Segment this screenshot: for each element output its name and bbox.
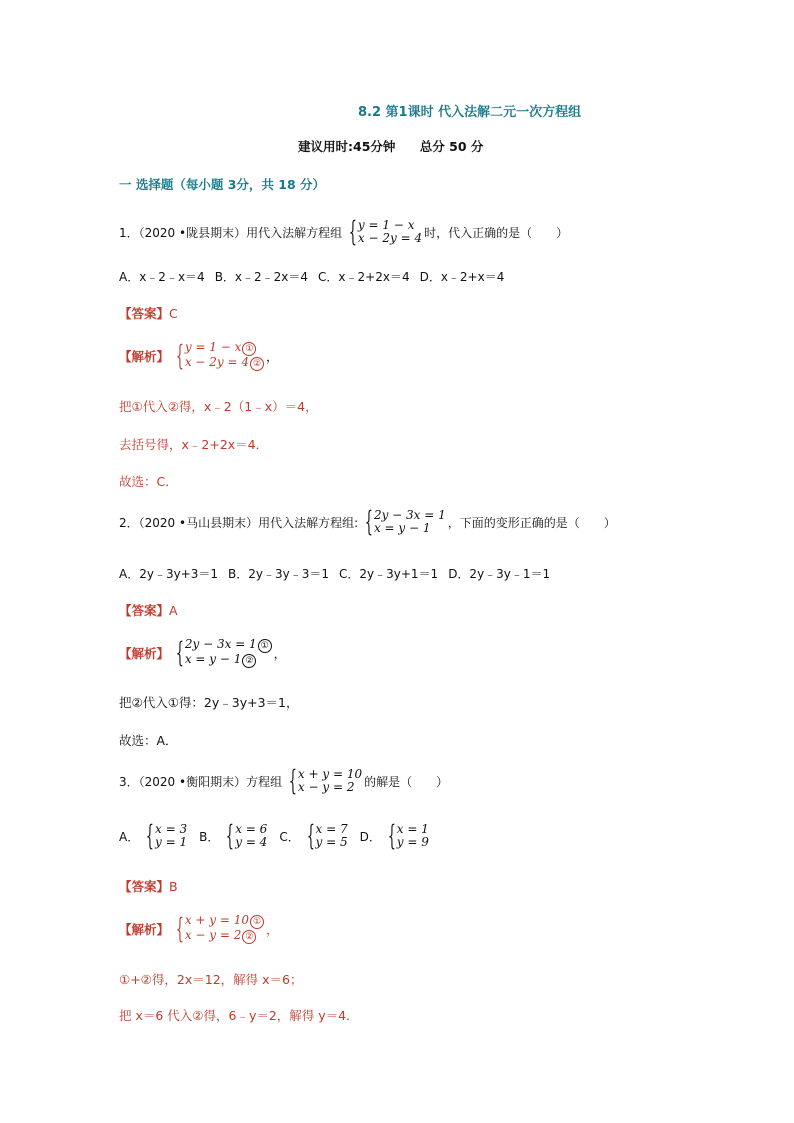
- question-3: [119, 764, 449, 797]
- answer-tag: 【答案】: [119, 603, 170, 618]
- question-2: [119, 505, 616, 538]
- option-d[interactable]: D．x﹣2+x＝4: [419, 270, 505, 284]
- equation-system: [171, 638, 272, 668]
- option-a[interactable]: A．x﹣2﹣x＝4: [119, 270, 205, 284]
- equation-line: x − y = 2: [297, 780, 355, 794]
- step-line: 故选：C．: [119, 474, 178, 489]
- page-title: 8.2 第1课时 代入法解二元一次方程组: [358, 105, 582, 120]
- equation-system: [360, 505, 446, 538]
- option-b[interactable]: B．2y﹣3y﹣3＝1: [228, 567, 329, 581]
- option-d[interactable]: D．2y﹣3y﹣1＝1: [448, 567, 551, 581]
- total-score: 总分 50 分: [419, 139, 484, 154]
- equation-line: x − 2y = 4 ②: [185, 356, 264, 371]
- answer-value: A: [169, 602, 178, 618]
- equation-line: x = y − 1 ②: [185, 653, 272, 668]
- brace-icon: {: [146, 819, 155, 852]
- equation-line: 2y − 3x = 1 ①: [185, 638, 272, 653]
- brace-icon: {: [175, 339, 184, 372]
- step-line: ①+②得，2x＝12，解得 x＝6；: [119, 972, 303, 987]
- brace-icon: {: [348, 215, 358, 248]
- step-line: 把①代入②得，x﹣2（1﹣x）＝4，: [119, 399, 318, 414]
- equation-line: x − y = 2 ②: [185, 929, 264, 944]
- answer-tag: 【答案】: [119, 306, 170, 321]
- circle-1-icon: ①: [250, 915, 264, 929]
- option-c[interactable]: C． { x = 7 y = 5: [279, 819, 348, 852]
- section-heading: 一 选择题（每小题 3分，共 18 分）: [119, 177, 326, 192]
- brace-icon: {: [365, 505, 374, 538]
- page-subtitle: [298, 137, 503, 155]
- circle-2-icon: ②: [242, 654, 256, 668]
- analysis-tag: 【解析】: [119, 922, 170, 937]
- question-1-suffix: 时，代入正确的是（ ）: [424, 225, 569, 240]
- step-line: 故选：A．: [119, 733, 178, 748]
- equation-system: [344, 215, 423, 248]
- option-d[interactable]: D． { x = 1 y = 9: [359, 819, 429, 852]
- question-3-suffix: 的解是（ ）: [364, 774, 449, 789]
- equation-line: x + y = 10: [297, 767, 363, 781]
- suggested-time: 建议用时:45分钟: [298, 139, 396, 154]
- question-1-options: [119, 268, 514, 285]
- brace-icon: {: [288, 764, 298, 797]
- option-b[interactable]: B． { x = 6 y = 4: [199, 819, 268, 852]
- equation-line: y = 1 − x: [357, 218, 415, 232]
- step-line: 把②代入①得：2y﹣3y+3＝1，: [119, 695, 299, 710]
- question-3-options: [119, 819, 441, 852]
- analysis-tag: 【解析】: [119, 349, 170, 364]
- analysis-2: 【解析】 { 2y − 3x = 1 ① x = y − 1 ② ，: [119, 636, 287, 669]
- equation-system: [284, 764, 363, 797]
- option-a[interactable]: A．2y﹣3y+3＝1: [119, 567, 219, 581]
- circle-2-icon: ②: [250, 357, 264, 371]
- option-b[interactable]: B．x﹣2﹣2x＝4: [214, 270, 309, 284]
- question-3-prefix: 3．（2020 •衡阳期末）方程组: [119, 774, 283, 789]
- option-a[interactable]: A． { x = 3 y = 1: [119, 819, 188, 852]
- option-c[interactable]: C．2y﹣3y+1＝1: [339, 567, 439, 581]
- analysis-3: 【解析】 { x + y = 10 ① x − y = 2 ② ，: [119, 912, 279, 945]
- equation-line: x = y − 1: [373, 521, 431, 535]
- circle-1-icon: ①: [242, 342, 256, 356]
- circle-1-icon: ①: [258, 639, 272, 653]
- question-2-prefix: 2．（2020 •马山县期末）用代入法解方程组:: [119, 515, 359, 530]
- option-c[interactable]: C．x﹣2+2x＝4: [318, 270, 410, 284]
- question-2-suffix: ，下面的变形正确的是（ ）: [447, 515, 616, 530]
- circle-2-icon: ②: [242, 930, 256, 944]
- answer-value: B: [169, 878, 178, 894]
- answer-value: C: [169, 305, 178, 321]
- answer-3: [119, 877, 178, 895]
- brace-icon: {: [387, 819, 396, 852]
- question-2-options: [119, 565, 560, 582]
- question-1-prefix: 1．（2020 •陇县期末）用代入法解方程组: [119, 225, 343, 240]
- equation-line: x + y = 10 ①: [185, 914, 264, 929]
- answer-tag: 【答案】: [119, 879, 170, 894]
- equation-line: 2y − 3x = 1: [373, 508, 446, 522]
- equation-line: y = 1 − x ①: [185, 341, 264, 356]
- equation-line: x − 2y = 4: [357, 231, 423, 245]
- equation-system: [171, 914, 264, 944]
- analysis-1: 【解析】 { y = 1 − x ① x − 2y = 4 ② ，: [119, 339, 279, 372]
- brace-icon: {: [175, 636, 184, 669]
- brace-icon: {: [226, 819, 235, 852]
- step-line: 把 x＝6 代入②得，6﹣y＝2，解得 y＝4．: [119, 1008, 359, 1023]
- analysis-tag: 【解析】: [119, 646, 170, 661]
- question-1: [119, 215, 569, 248]
- answer-2: [119, 601, 178, 619]
- step-line: 去括号得，x﹣2+2x＝4．: [119, 437, 269, 452]
- answer-1: [119, 304, 178, 322]
- equation-system: [171, 341, 264, 371]
- brace-icon: {: [306, 819, 315, 852]
- brace-icon: {: [175, 912, 184, 945]
